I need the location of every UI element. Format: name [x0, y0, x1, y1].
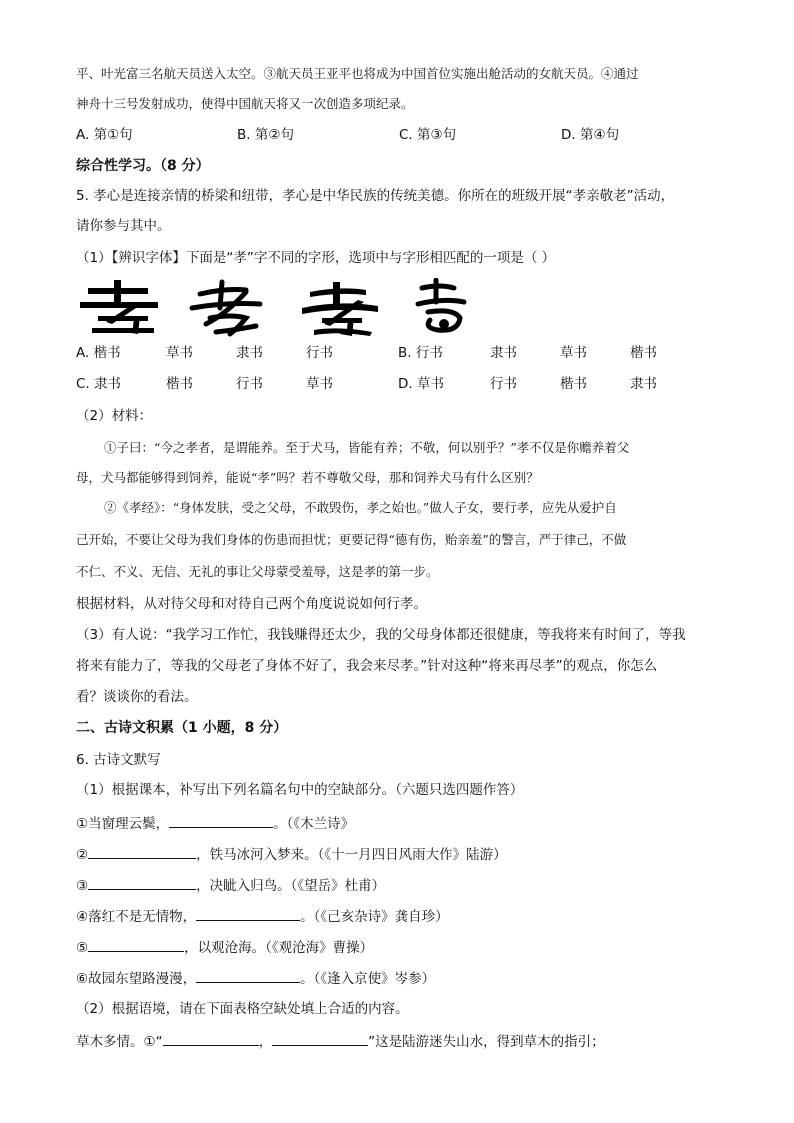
- answer-blank[interactable]: [272, 1030, 368, 1046]
- q6-title: 6. 古诗文默写: [76, 752, 161, 768]
- answer-blank[interactable]: [169, 812, 273, 828]
- q5-option-c-4: 草书: [306, 376, 333, 392]
- q5-option-c-2: 楷书: [166, 376, 193, 392]
- q5-stem-line2: 请你参与其中。: [76, 218, 171, 234]
- q6-item-2: ② ，铁马冰河入梦来。（《十一月四日风雨大作》陆游）: [76, 843, 507, 865]
- q5-stem-line1: 5. 孝心是连接亲情的桥梁和纽带，孝心是中华民族的传统美德。你所在的班级开展“孝亲敬老”活动，: [76, 188, 675, 204]
- q5-option-b-2: 隶书: [490, 345, 517, 361]
- q6-sub1-instruction: （1）根据课本，补写出下列名篇名句中的空缺部分。（六题只选四题作答）: [76, 782, 524, 798]
- answer-blank[interactable]: [88, 874, 196, 890]
- section-heading-comprehensive: 综合性学习。（8 分）: [76, 158, 210, 174]
- q5-option-d-1: D. 草书: [398, 376, 444, 392]
- q5-sub2-question: 根据材料，从对待父母和对待自己两个角度说说如何行孝。: [76, 596, 427, 612]
- xiao-running-script-image: [186, 278, 266, 338]
- q4-option-a: A. 第①句: [76, 127, 133, 143]
- q5-option-d-3: 楷书: [560, 376, 587, 392]
- q5-option-a-4: 行书: [306, 345, 333, 361]
- material-1-line2: 母，犬马都能够得到饲养，能说“孝”吗？若不尊敬父母，那和饲养犬马有什么区别？: [76, 470, 539, 485]
- q6-item-6: ⑥故园东望路漫漫， 。（《逢入京使》岑参）: [76, 967, 435, 989]
- material-2-line1: ②《孝经》：“身体发肤，受之父母，不敢毁伤，孝之始也。”做人子女，要行孝，应先从爱护自: [104, 500, 617, 515]
- q5-option-a-3: 隶书: [236, 345, 263, 361]
- q4-option-c: C. 第③句: [399, 127, 457, 143]
- q5-option-a-2: 草书: [166, 345, 193, 361]
- q5-sub3-line2: 将来有能力了，等我的父母老了身体不好了，我会来尽孝。”针对这种“将来再尽孝”的观点，你怎么: [76, 658, 658, 674]
- q6-sub2-instruction: （2）根据语境，请在下面表格空缺处填上合适的内容。: [76, 1001, 409, 1017]
- q4-text-line1: 平、叶光富三名航天员送入太空。③航天员王亚平也将成为中国首位实施出舱活动的女航天员。④通过: [76, 66, 639, 81]
- answer-blank[interactable]: [163, 1030, 259, 1046]
- q5-sub1-question: （1）【辨识字体】下面是“孝”字不同的字形，选项中与字形相匹配的一项是（ ）: [76, 250, 556, 266]
- q6-item-4: ④落红不是无情物， 。（《己亥杂诗》龚自珍）: [76, 905, 449, 927]
- q5-option-c-1: C. 隶书: [76, 376, 122, 392]
- q5-option-b-4: 楷书: [630, 345, 657, 361]
- material-2-line3: 不仁、不义、无信、无礼的事让父母蒙受羞辱，这是孝的第一步。: [76, 564, 439, 579]
- q5-option-c-3: 行书: [236, 376, 263, 392]
- answer-blank[interactable]: [196, 905, 300, 921]
- material-1-line1: ①子曰：“今之孝者，是谓能养。至于犬马，皆能有养；不敬，何以别乎？”孝不仅是你赡养着父: [104, 440, 630, 455]
- section-heading-classical: 二、古诗文积累（1 小题，8 分）: [76, 720, 288, 736]
- q6-item-1: ①当窗理云鬓， 。（《木兰诗》: [76, 812, 354, 834]
- q5-option-a-1: A. 楷书: [76, 345, 121, 361]
- q4-option-b: B. 第②句: [237, 127, 294, 143]
- q4-option-d: D. 第④句: [561, 127, 620, 143]
- q5-option-b-3: 草书: [560, 345, 587, 361]
- xiao-clerical-script-image: [300, 278, 380, 338]
- answer-blank[interactable]: [88, 936, 184, 952]
- q4-text-line2: 神舟十三号发射成功，使得中国航天将又一次创造多项纪录。: [76, 96, 414, 111]
- q5-sub3-line3: 看？谈谈你的看法。: [76, 689, 198, 705]
- answer-blank[interactable]: [88, 843, 196, 859]
- q6-item-5: ⑤ ，以观沧海。（《观沧海》曹操）: [76, 936, 373, 958]
- q5-sub2-label: （2）材料：: [76, 408, 153, 424]
- q6-item-3: ③ ，决眦入归鸟。（《望岳》杜甫）: [76, 874, 385, 896]
- q5-option-d-2: 行书: [490, 376, 517, 392]
- q5-option-b-1: B. 行书: [398, 345, 443, 361]
- q5-sub3-line1: （3）有人说：“我学习工作忙，我钱赚得还太少，我的父母身体都还很健康，等我将来有时间了，等我: [76, 627, 686, 643]
- answer-blank[interactable]: [196, 967, 300, 983]
- material-2-line2: 己开始，不要让父母为我们身体的伤患而担忧；更要记得“德有伤，贻亲羞”的警言，严于律己，不做: [76, 532, 627, 547]
- q6-sub2-line1: 草木多情。①“ ， ”这是陆游迷失山水，得到草木的指引；: [76, 1030, 605, 1052]
- xiao-regular-script-image: [76, 278, 166, 338]
- xiao-cursive-script-image: [414, 278, 468, 338]
- q5-option-d-4: 隶书: [630, 376, 657, 392]
